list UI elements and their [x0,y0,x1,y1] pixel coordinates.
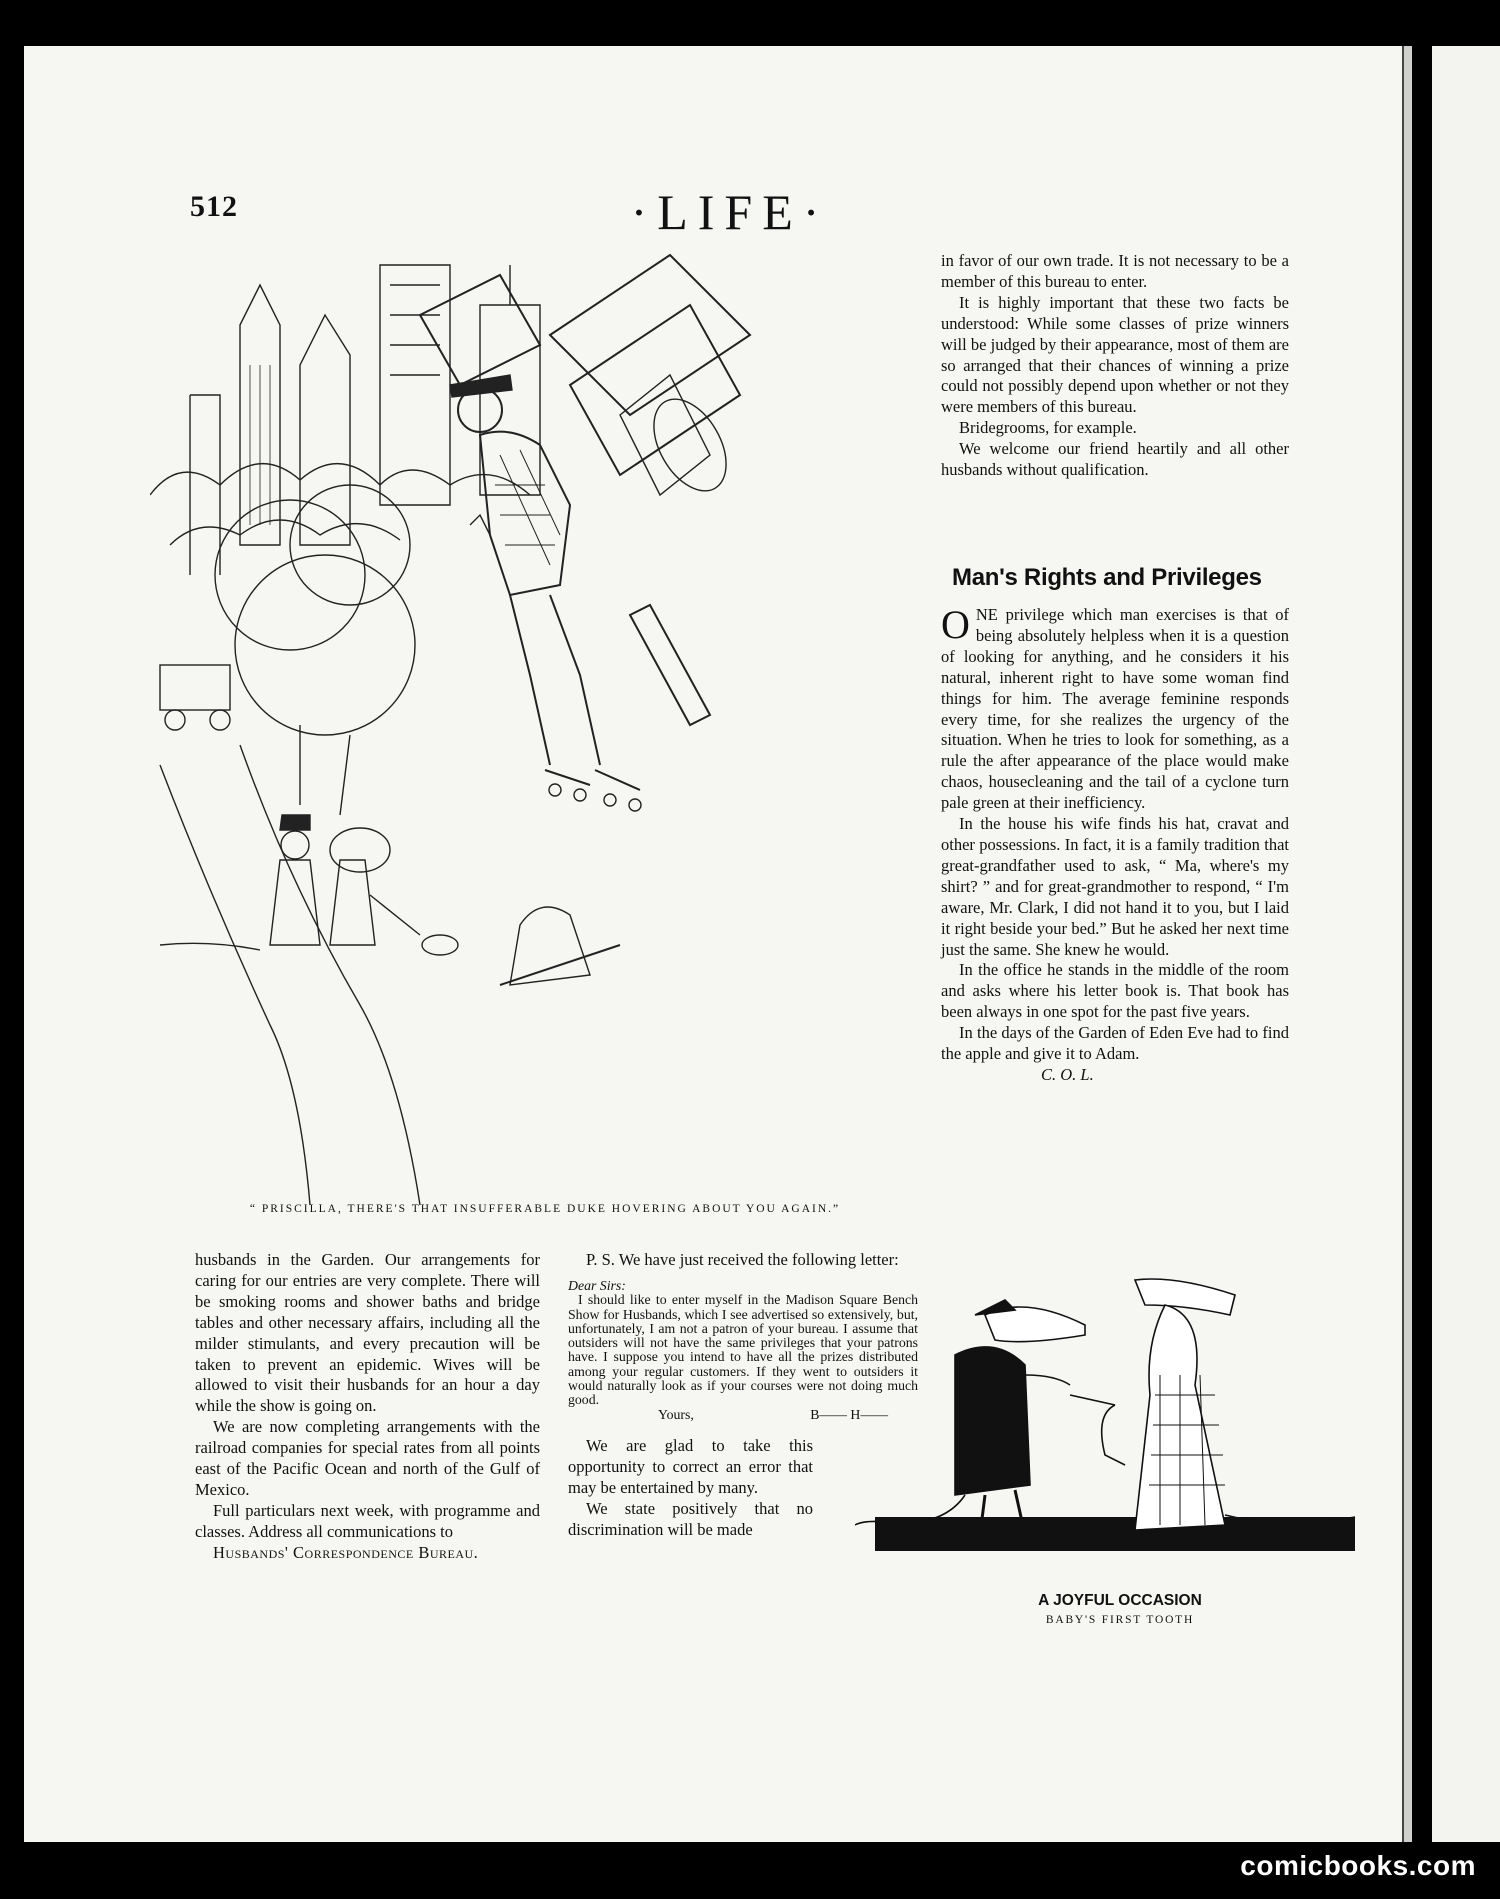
drop-cap: O [941,602,970,647]
postscript: P. S. We have just received the following letter: [586,1250,899,1269]
aviator-drawing [150,245,930,1205]
lead-text: NE privilege which man exercises is that of being absolutely helpless when it is a question of looking for anything, and he considers it his natural, inherent right to have some woman find things for him. The average feminine responds every time, for she realizes the urgency of the situation. When he tries to look for something, as a rule the after appearance of the place would make chaos, housecleaning and the tail of a cyclone turn pale green at their inefficiency. [941,605,1289,813]
paragraph: We state positively that no discrimination will be made [568,1498,813,1539]
article-body [941,602,1289,1086]
right-column-continued [941,251,1289,481]
article-lead [941,602,1289,814]
letter-signature: B—— H—— [810,1406,888,1422]
paragraph: We are now completing arrangements with the railroad companies for special rates from all points east of the Pacific Ocean and north of the Gulf of Mexico. [195,1417,540,1499]
bureau-name: Husbands' Correspondence Bureau. [213,1542,479,1562]
letter-close: Yours, [658,1406,694,1422]
paragraph: We welcome our friend heartily and all other husbands without qualification. [941,439,1289,480]
paragraph: In the days of the Garden of Eden Eve had to find the apple and give it to Adam. [941,1023,1289,1064]
article-title: Man's Rights and Privileges [952,564,1262,591]
joyful-occasion-title: A JOYFUL OCCASION [1038,1592,1202,1609]
bottom-left-column [195,1250,540,1564]
paragraph: We are glad to take this opportunity to correct an error that may be entertained by many. [568,1435,813,1497]
letter-salutation: Dear Sirs: [568,1277,626,1293]
article-signature: C. O. L. [1041,1064,1094,1084]
paragraph: husbands in the Garden. Our arrangements for caring for our entries are very complete. There will be smoking rooms and shower baths and bridge tables and other necessary affairs, including all the milder stimulants, and every precaution will be taken to prevent an epidemic. Wives will be allowed to visit their husbands for an hour a day while the show is going on. [195,1250,540,1416]
facing-page-edge [1432,46,1500,1842]
letter-body: I should like to enter myself in the Madison Square Bench Show for Husbands, which I see advertised so extensively, but, unfortunately, I am not a patron of your bureau. I assume that outsiders will not have the same privileges that your patrons have. I suppose you intend to have all the prizes distributed among your regular customers. If they went to outsiders it would naturally look as if your courses were not doing much good. [568,1292,918,1408]
page-gutter [1402,46,1412,1842]
paragraph: In the house his wife finds his hat, cravat and other possessions. In fact, it is a family tradition that great-grandfather used to ask, “ Ma, where's my shirt? ” and for great-grandmother to respond, “ I'm aware, Mr. Clark, I did not hand it to you, but I laid it right beside your bed.” But he asked her next time just the same. She knew he would. [941,814,1289,959]
main-illustration-caption: “ PRISCILLA, THERE'S THAT INSUFFERABLE DUKE HOVERING ABOUT YOU AGAIN.” [249,1203,841,1215]
paragraph: in favor of our own trade. It is not necessary to be a member of this bureau to enter. [941,251,1289,291]
paragraph: Bridegrooms, for example. [959,418,1137,438]
alligators-drawing [855,1255,1375,1585]
paragraph: It is highly important that these two facts be understood: While some classes of prize winners will be judged by their appearance, most of them are so arranged that their chances of winning a prize could not possibly depend upon whether or not they were members of this bureau. [941,292,1289,417]
paragraph: In the office he stands in the middle of the room and asks where his letter book is. That book has been always in one spot for the past five years. [941,960,1289,1022]
joyful-occasion-illustration [855,1255,1375,1585]
watermark: comicbooks.com [1240,1850,1476,1881]
masthead: ·LIFE· [630,184,830,240]
main-illustration [150,245,930,1205]
page-number: 512 [190,190,238,223]
joyful-occasion-subtitle: BABY'S FIRST TOOTH [1045,1614,1195,1626]
paragraph: Full particulars next week, with programme and classes. Address all communications to [195,1500,540,1541]
